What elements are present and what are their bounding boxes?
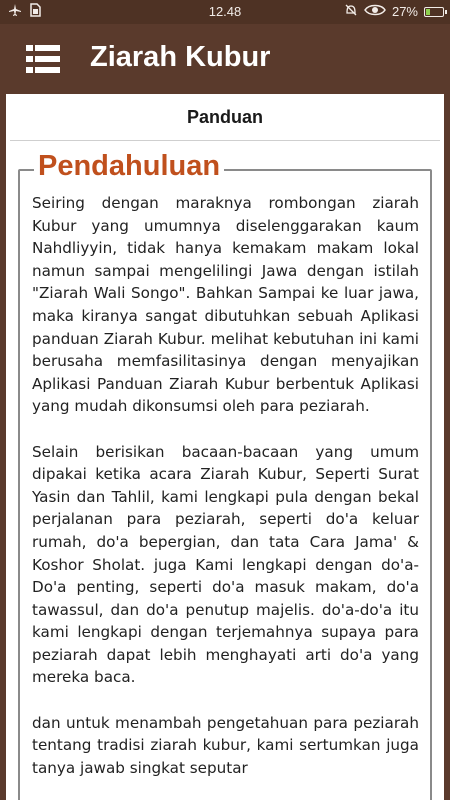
- mute-icon: [344, 3, 358, 20]
- status-right-icons: [344, 3, 444, 20]
- section-heading: Pendahuluan: [34, 150, 224, 183]
- eye-icon: [364, 4, 386, 19]
- battery-percent: 27%: [391, 4, 418, 19]
- paragraph: Seiring dengan maraknya rombongan ziarah Kubur yang umumnya diselenggarakan kaum Nahdliyyin, tidak hanya kemakam makam lokal namun sampai mengelilingi Jawa dengan istilah "Ziarah Wali Songo". Bahkan Sampai ke luar jawa, maka kiranya sangat dibutuhkan sebuah Aplikasi panduan Ziarah Kubur. melihat kebutuhan ini kami berusaha memfasilitasinya dengan menyajikan Aplikasi Panduan Ziarah Kubur berbentuk Aplikasi yang mudah dikonsumsi oleh para peziarah.: [32, 194, 419, 416]
- battery-icon: [424, 7, 444, 17]
- battery-level-fill: [426, 9, 430, 15]
- status-bar: [0, 0, 450, 24]
- divider: [10, 140, 440, 141]
- list-menu-icon[interactable]: [26, 44, 60, 74]
- app-title: Ziarah Kubur: [90, 41, 271, 73]
- app-bar: [0, 24, 450, 94]
- status-time: 12.48: [208, 4, 242, 19]
- section-title: Panduan: [186, 107, 263, 127]
- paragraph: dan untuk menambah pengetahuan para peziarah tentang tradisi ziarah kubur, kami sertumkan juga tanya jawab singkat seputar: [32, 713, 419, 777]
- content-panel: [6, 94, 444, 800]
- body-text: [32, 192, 419, 800]
- paragraph: Selain berisikan bacaan-bacaan yang umum dipakai ketika acara Ziarah Kubur, Seperti Surat Yasin dan Tahlil, kami lengkapi pula dengan bekal perjalanan para peziarah, seperti do'a keluar rumah, do'a bepergian, dan tata Cara Jama' & Koshor Sholat. juga Kami lengkapi dengan do'a-Do'a penting, seperti do'a masuk makam, do'a tawassul, dan do'a penutup majelis. do'a-do'a itu kami lengkapi dengan terjemahnya supaya para peziarah dapat lebih menghayati arti do'a yang mereka baca.: [32, 442, 419, 687]
